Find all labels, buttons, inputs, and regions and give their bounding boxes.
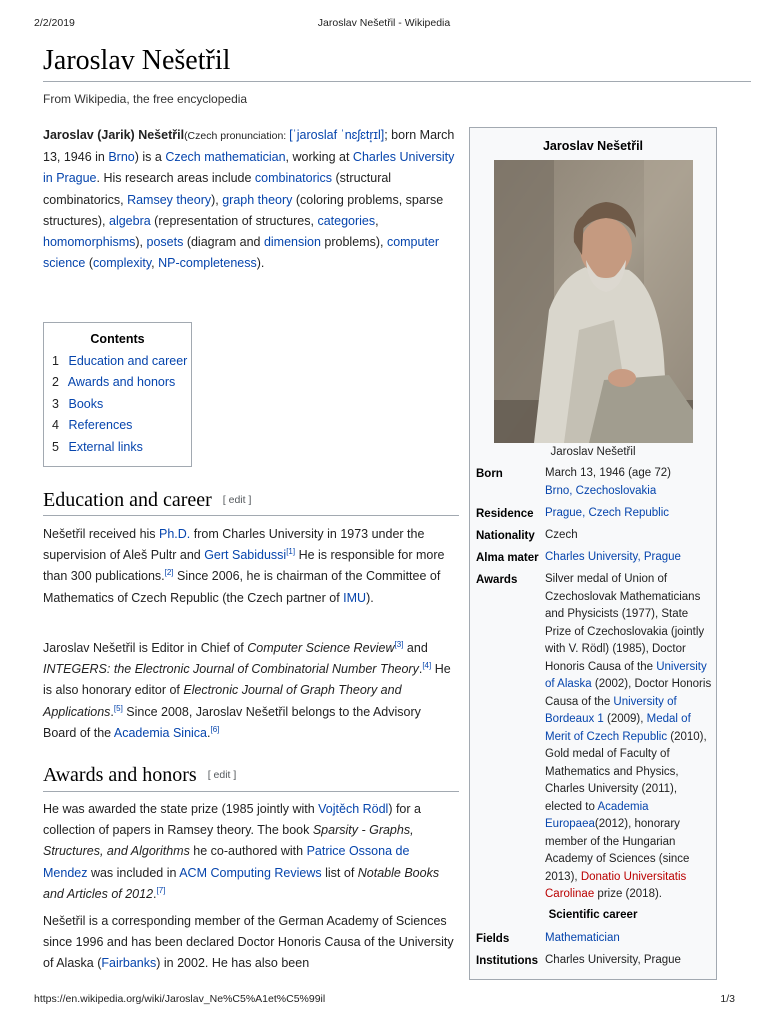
medal-of-merit-link[interactable]: Medal of Merit of Czech Republic — [545, 713, 691, 743]
academia-sinica-link[interactable]: Academia Sinica — [113, 725, 207, 740]
infobox-title: Jaroslav Nešetřil — [542, 139, 644, 153]
section-heading-awards: Awards and honors [ edit ] — [43, 764, 237, 786]
toc-item-education[interactable]: 1 Education and career — [52, 354, 188, 368]
university-of-alaska-link[interactable]: University of Alaska — [545, 660, 707, 690]
toc-item-references[interactable]: 4 References — [52, 418, 133, 432]
university-of-bordeaux-link[interactable]: University of Bordeaux 1 — [545, 695, 677, 725]
toc-item-external-links[interactable]: 5 External links — [52, 440, 143, 454]
mathematician-link[interactable]: mathematician — [204, 150, 286, 165]
combinatorics-link[interactable]: combinatorics — [254, 171, 333, 186]
print-url: https://en.wikipedia.org/wiki/Jaroslav_Ne%C5%A1et%C5%99il — [34, 993, 326, 1005]
ramsey-theory-link[interactable]: Ramsey theory — [127, 192, 212, 207]
acm-reviews-link[interactable]: ACM Computing Reviews — [179, 865, 322, 880]
fields-link[interactable]: Mathematician — [545, 932, 620, 944]
posets-link[interactable]: posets — [146, 235, 184, 250]
homomorphisms-link[interactable]: homomorphisms — [43, 235, 136, 250]
toc-item-books[interactable]: 3 Books — [52, 397, 104, 411]
nationality-label: Nationality — [476, 530, 535, 542]
toc-title: Contents — [90, 332, 145, 346]
academia-europaea-link[interactable]: Academia Europaea — [545, 800, 649, 830]
print-page-title: Jaroslav Nešetřil - Wikipedia — [317, 17, 451, 29]
subject-name: Jaroslav (Jarik) Nešetřil — [43, 128, 185, 142]
edit-link-education[interactable]: [ edit ] — [222, 494, 252, 506]
ref-7[interactable]: [7] — [156, 885, 166, 895]
imu-link[interactable]: IMU — [343, 590, 367, 605]
page-title: Jaroslav Nešetřil — [43, 45, 231, 76]
table-of-contents — [43, 322, 192, 467]
residence-label: Residence — [476, 508, 534, 520]
nationality-value: Czech — [545, 529, 578, 541]
computer-science-link[interactable]: computer science — [43, 235, 440, 271]
ipa-link[interactable]: [ˈjaroslaf ˈnɛʃɛtr̝ɪl] — [289, 128, 385, 142]
awards-paragraph-2: Nešetřil is a corresponding member of the German Academy of Sciences since 1996 and has been declared Doctor Honoris Causa of the University of Alaska (Fairbanks) in 2002. He has also been — [43, 914, 454, 971]
born-label: Born — [476, 468, 503, 480]
print-page-count: 1/3 — [720, 993, 735, 1005]
fields-value — [545, 930, 713, 948]
residence-value — [545, 505, 713, 523]
graph-theory-link[interactable]: graph theory — [222, 192, 293, 207]
charles-university-link[interactable]: Charles University in Prague — [43, 150, 455, 186]
phd-link[interactable]: Ph.D. — [159, 527, 191, 541]
awards-value: Silver medal of Union of Czechoslovak Mathematicians and Physicists (1977), State Prize of Czechoslovakia (jointly with V. Rödl) (1985), Doctor Honoris Causa of the University of Alaska (2002), Doctor Honoris Causa of the University of Bordeaux 1 (2009), Medal of Merit of Czech Republic (2010), Gold medal of Faculty of Mathematics and Physics, Charles University (2011), elected to Academia Europaea(2012), honorary member of the Hungarian Academy of Sciences (since 2013), Donatio Universitatis Carolinae prize (2018). — [545, 573, 712, 900]
ref-2[interactable]: [2] — [164, 568, 174, 578]
print-date: 2/2/2019 — [34, 17, 75, 29]
lead-paragraph: Jaroslav (Jarik) Nešetřil(Czech pronunciation: [ˈjaroslaf ˈnɛʃɛtr̝ɪl]; born March 13, 1946 in Brno) is a Czech mathematician, working at Charles University in Prague. His research areas include combinatorics (structural combinatorics, Ramsey theory), graph theory (coloring problems, sparse structures), algebra (representation of structures, categories, homomorphisms), posets (diagram and dimension problems), computer science (complexity, NP-completeness). — [43, 128, 455, 271]
born-value: March 13, 1946 (age 72) Brno, Czechoslovakia — [545, 467, 671, 497]
alma-mater-link[interactable]: Charles University, Prague — [545, 551, 681, 563]
portrait-photo-image — [494, 160, 693, 443]
portrait-photo[interactable] — [494, 160, 693, 443]
sabidussi-link[interactable]: Gert Sabidussi — [204, 548, 287, 563]
scientific-career-header: Scientific career — [548, 909, 638, 921]
czech-link[interactable]: Czech — [165, 150, 201, 165]
algebra-link[interactable]: algebra — [109, 213, 151, 228]
section-divider — [43, 791, 459, 792]
institutions-label: Institutions — [476, 955, 538, 967]
dimension-link[interactable]: dimension — [263, 235, 321, 250]
alma-mater-label: Alma mater — [476, 552, 539, 564]
donatio-link[interactable]: Donatio Universitatis Carolinae — [545, 870, 687, 900]
rodl-link[interactable]: Vojtěch Rödl — [318, 802, 389, 816]
section-heading-education: Education and career [ edit ] — [43, 489, 252, 511]
complexity-link[interactable]: complexity — [93, 256, 152, 271]
photo-caption: Jaroslav Nešetřil — [550, 446, 636, 458]
edit-link-awards[interactable]: [ edit ] — [207, 769, 237, 781]
ref-1[interactable]: [1] — [286, 547, 296, 557]
alma-mater-value — [545, 549, 713, 567]
awards-paragraph-1: He was awarded the state prize (1985 jointly with Vojtěch Rödl) for a collection of papers in Ramsey theory. The book Sparsity - Graphs, Structures, and Algorithms he co-authored with Patrice Ossona de Mendez was included in ACM Computing Reviews list of Notable Books and Articles of 2012.[7] — [43, 802, 440, 901]
born-place-link[interactable]: Brno, Czechoslovakia — [545, 484, 657, 497]
fields-label: Fields — [476, 933, 510, 945]
categories-link[interactable]: categories — [317, 213, 376, 228]
residence-link[interactable]: Prague, Czech Republic — [545, 507, 670, 519]
infobox — [469, 127, 717, 980]
toc-item-awards[interactable]: 2 Awards and honors — [52, 375, 176, 389]
ossona-de-mendez-link[interactable]: Patrice Ossona de Mendez — [43, 844, 410, 880]
fairbanks-link[interactable]: Fairbanks — [101, 956, 157, 971]
title-divider — [43, 81, 751, 82]
section-divider — [43, 515, 459, 516]
brno-link[interactable]: Brno — [108, 150, 135, 165]
institutions-value: Charles University, Prague — [545, 954, 681, 966]
awards-label: Awards — [476, 574, 518, 586]
ref-5[interactable]: [5] — [113, 703, 123, 713]
ref-4[interactable]: [4] — [422, 661, 432, 671]
site-tagline: From Wikipedia, the free encyclopedia — [43, 92, 248, 106]
education-paragraph-2: Jaroslav Nešetřil is Editor in Chief of Computer Science Review[3] and INTEGERS: the Electronic Journal of Combinatorial Number Theory.[4] He is also honorary editor of Electronic Journal of Graph Theory and Applications.[5] Since 2008, Jaroslav Nešetřil belongs to the Advisory Board of the Academia Sinica.[6] — [43, 639, 451, 740]
ref-3[interactable]: [3] — [394, 639, 404, 649]
ref-6[interactable]: [6] — [210, 724, 220, 734]
education-paragraph-1: Nešetřil received his Ph.D. from Charles University in 1973 under the supervision of Aleš Pultr and Gert Sabidussi[1] He is responsible for more than 300 publications.[2] Since 2006, he is chairman of the Committee of Mathematics of Czech Republic (the Czech partner of IMU). — [43, 527, 445, 605]
np-completeness-link[interactable]: NP-completeness — [158, 256, 257, 271]
